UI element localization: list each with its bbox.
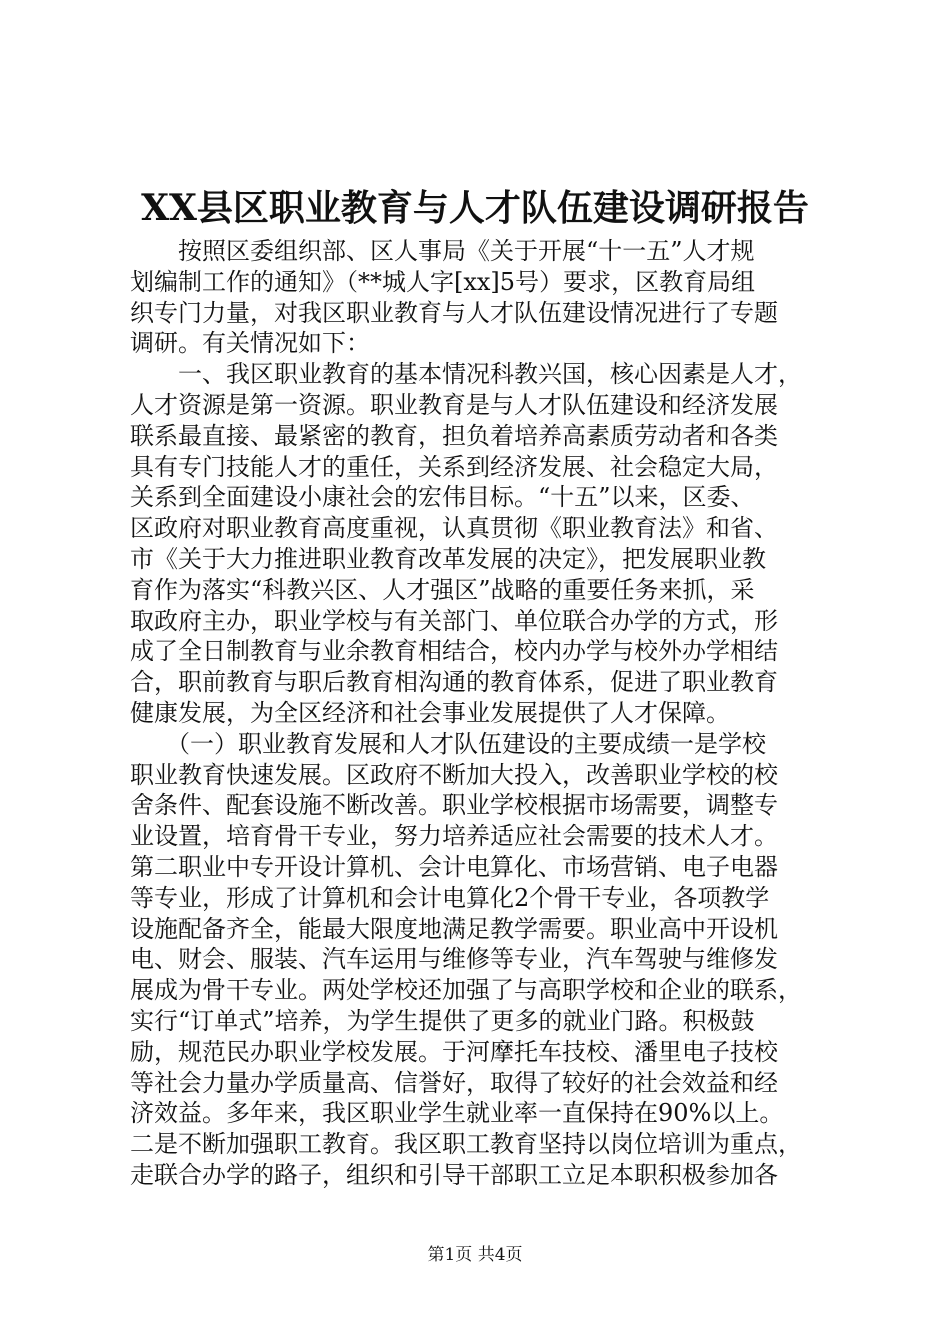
page-number-footer: 第1页 共4页: [427, 1245, 523, 1265]
body-line: 舍条件、配套设施不断改善。职业学校根据市场需要，调整专: [130, 791, 778, 820]
body-line: 人才资源是第一资源。职业教育是与人才队伍建设和经济发展: [130, 390, 778, 419]
body-line: 业设置，培育骨干专业，努力培养适应社会需要的技术人才。: [130, 822, 778, 851]
body-line: 电、财会、服装、汽车运用与维修等专业，汽车驾驶与维修发: [130, 945, 778, 974]
body-line: 第二职业中专开设计算机、会计电算化、市场营销、电子电器: [130, 852, 778, 881]
body-line: 划编制工作的通知》（**城人字[xx]5号）要求，区教育局组: [130, 267, 756, 296]
body-line: 一、我区职业教育的基本情况科教兴国，核心因素是人才，: [130, 360, 802, 389]
body-line: 按照区委组织部、区人事局《关于开展“十一五”人才规: [130, 237, 755, 265]
body-line: 健康发展，为全区经济和社会事业发展提供了人才保障。: [130, 698, 730, 727]
body-line: 等专业，形成了计算机和会计电算化2个骨干专业，各项教学: [130, 883, 770, 912]
body-line: 成了全日制教育与业余教育相结合，校内办学与校外办学相结: [130, 637, 778, 666]
body-line: 职业教育快速发展。区政府不断加大投入，改善职业学校的校: [130, 760, 778, 789]
body-line: 设施配备齐全，能最大限度地满足教学需要。职业高中开设机: [130, 914, 778, 943]
body-line: 育作为落实“科教兴区、人才强区”战略的重要任务来抓，采: [130, 575, 755, 604]
body-line: 等社会力量办学质量高、信誉好，取得了较好的社会效益和经: [130, 1068, 778, 1097]
body-line: 织专门力量，对我区职业教育与人才队伍建设情况进行了专题: [130, 298, 778, 327]
document-title: XX县区职业教育与人才队伍建设调研报告: [141, 187, 809, 229]
body-line: 展成为骨干专业。两处学校还加强了与高职学校和企业的联系，: [130, 976, 802, 1005]
body-line: （一）职业教育发展和人才队伍建设的主要成绩一是学校: [130, 729, 766, 758]
body-line: 市《关于大力推进职业教育改革发展的决定》，把发展职业教: [130, 544, 766, 573]
document-body: [130, 236, 830, 1191]
body-line: 实行“订单式”培养，为学生提供了更多的就业门路。积极鼓: [130, 1006, 755, 1035]
body-line: 走联合办学的路子，组织和引导干部职工立足本职积极参加各: [130, 1160, 778, 1189]
body-line: 区政府对职业教育高度重视，认真贯彻《职业教育法》和省、: [130, 514, 778, 543]
body-line: 联系最直接、最紧密的教育，担负着培养高素质劳动者和各类: [130, 421, 778, 450]
body-line: 济效益。多年来，我区职业学生就业率一直保持在90%以上。: [130, 1099, 784, 1128]
body-line: 调研。有关情况如下：: [130, 329, 370, 358]
body-line: 二是不断加强职工教育。我区职工教育坚持以岗位培训为重点，: [130, 1130, 802, 1159]
body-line: 励，规范民办职业学校发展。于河摩托车技校、潘里电子技校: [130, 1037, 778, 1066]
body-line: 取政府主办，职业学校与有关部门、单位联合办学的方式，形: [130, 606, 778, 635]
body-line: 合，职前教育与职后教育相沟通的教育体系，促进了职业教育: [130, 668, 778, 697]
body-line: 关系到全面建设小康社会的宏伟目标。“十五”以来，区委、: [130, 483, 755, 512]
body-line: 具有专门技能人才的重任，关系到经济发展、社会稳定大局，: [130, 452, 778, 481]
